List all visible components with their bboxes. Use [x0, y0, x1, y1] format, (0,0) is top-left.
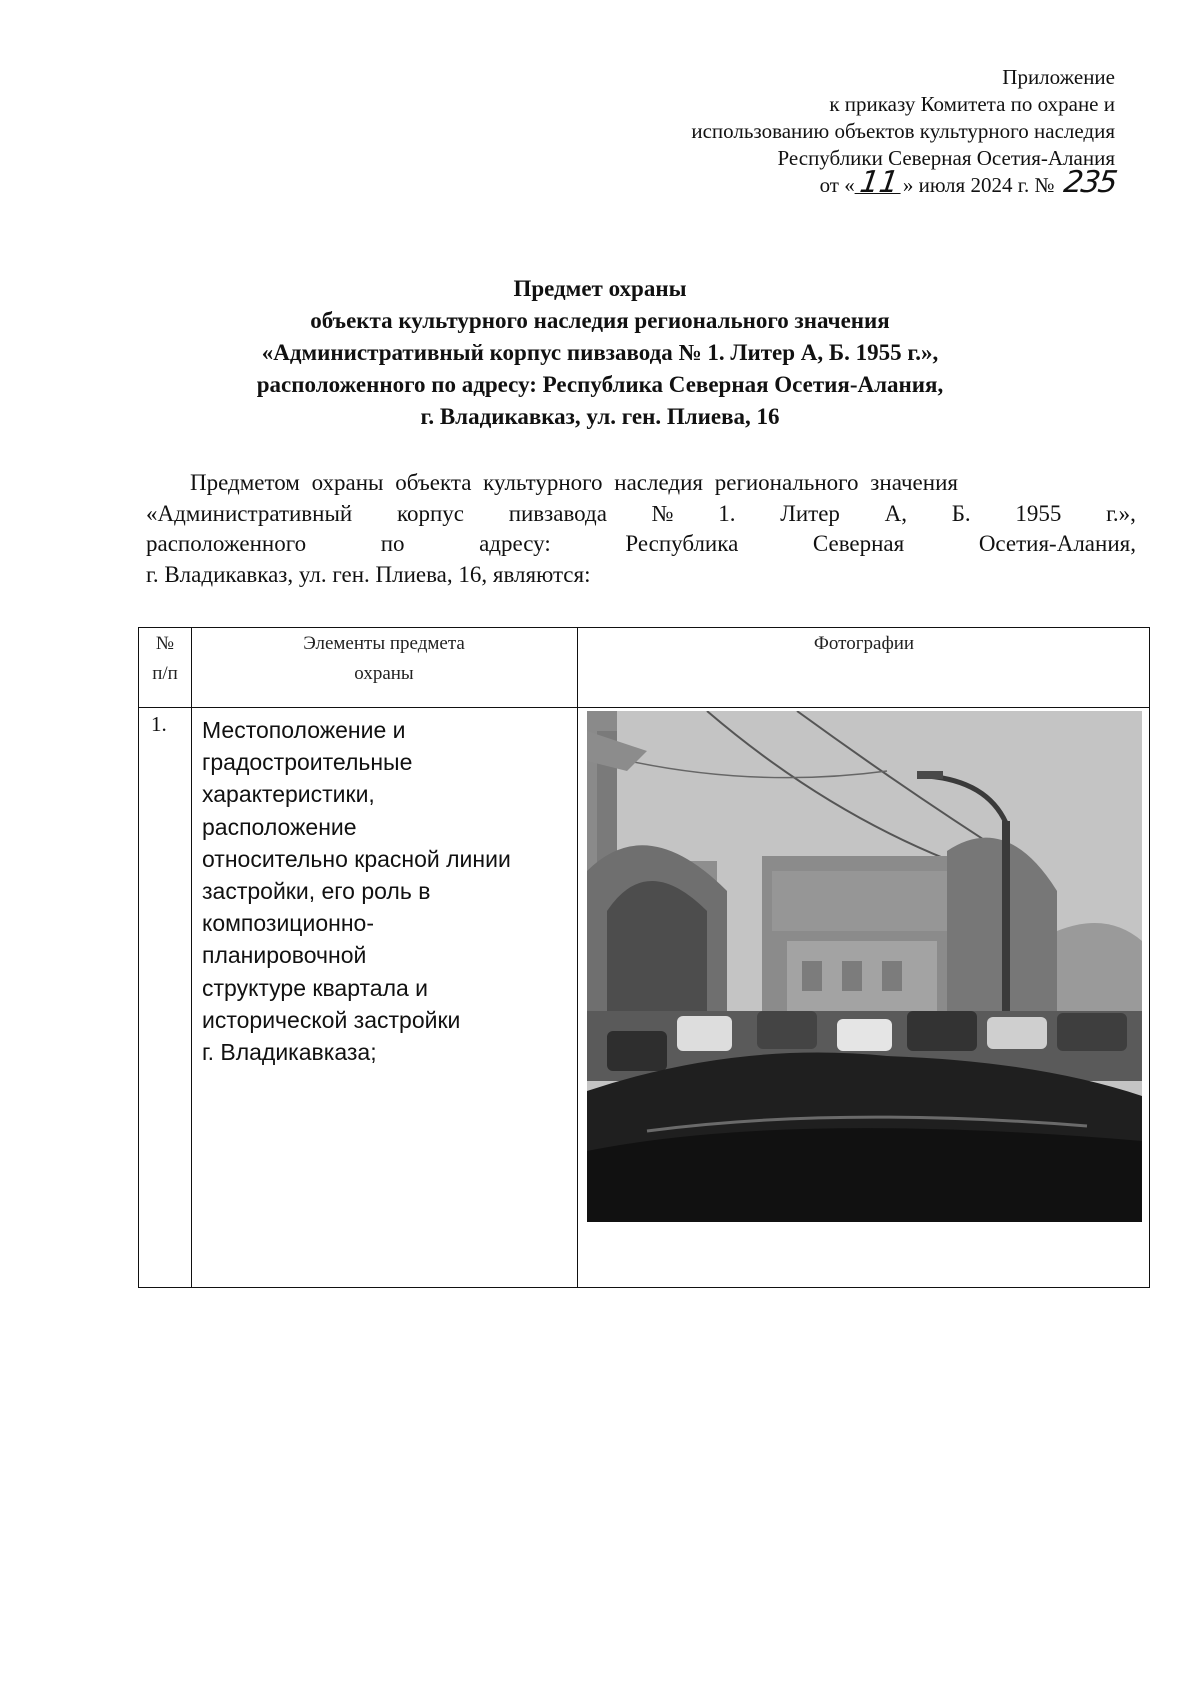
- intro-line-1: [146, 468, 1136, 499]
- appendix-order-line: к приказу Комитета по охране и: [829, 92, 1115, 116]
- appendix-republic-line: Республики Северная Осетия-Алания: [777, 146, 1115, 170]
- row-number: 1.: [151, 712, 167, 736]
- appendix-date-line: [415, 165, 1118, 200]
- handwritten-day: 11: [854, 173, 903, 194]
- document-title: [100, 273, 1100, 433]
- protection-table: [138, 627, 1150, 1288]
- title-line-2: объекта культурного наследия регионального значения: [310, 308, 890, 333]
- title-line-4: расположенного по адресу: Республика Северная Осетия-Алания,: [256, 372, 944, 397]
- table-divider: [191, 628, 192, 1287]
- street-view-photo: [587, 711, 1142, 1222]
- handwritten-order-number: 235: [1061, 165, 1118, 200]
- header-photos: Фотографии: [813, 633, 915, 654]
- appendix-header: [415, 64, 1118, 200]
- date-prefix: от «: [819, 173, 855, 197]
- intro-line-4: г. Владикавказ, ул. ген. Плиева, 16, являются:: [146, 561, 591, 587]
- table-divider: [577, 628, 578, 1287]
- date-middle: » июля 2024 г. №: [902, 173, 1055, 197]
- title-line-1: Предмет охраны: [513, 276, 687, 301]
- row-elements-text: Местоположение и градостроительные характеристики, расположение относительно красной линии застройки, его роль в композиционно- планировочной структуре квартала и исторической застройки г. Владикавказа;: [202, 717, 511, 1066]
- appendix-committee-line: использованию объектов культурного наследия: [691, 119, 1115, 143]
- title-line-5: г. Владикавказ, ул. ген. Плиева, 16: [420, 404, 780, 429]
- intro-line-2: «Административный корпус пивзавода № 1. Литер А, Б. 1955 г.»,: [146, 500, 1136, 526]
- intro-line-1-words: Предметом охраны объекта культурного наследия регионального значения: [190, 470, 958, 495]
- title-line-3: «Административный корпус пивзавода № 1. Литер А, Б. 1955 г.»,: [261, 340, 939, 365]
- header-elements: Элементы предмета охраны: [303, 633, 465, 684]
- intro-paragraph: [146, 468, 1136, 590]
- table-header-divider: [139, 707, 1149, 708]
- intro-line-3: расположенного по адресу: Республика Северная Осетия-Алания,: [146, 531, 1136, 556]
- appendix-title: Приложение: [1002, 65, 1115, 89]
- header-number: № п/п: [152, 633, 178, 684]
